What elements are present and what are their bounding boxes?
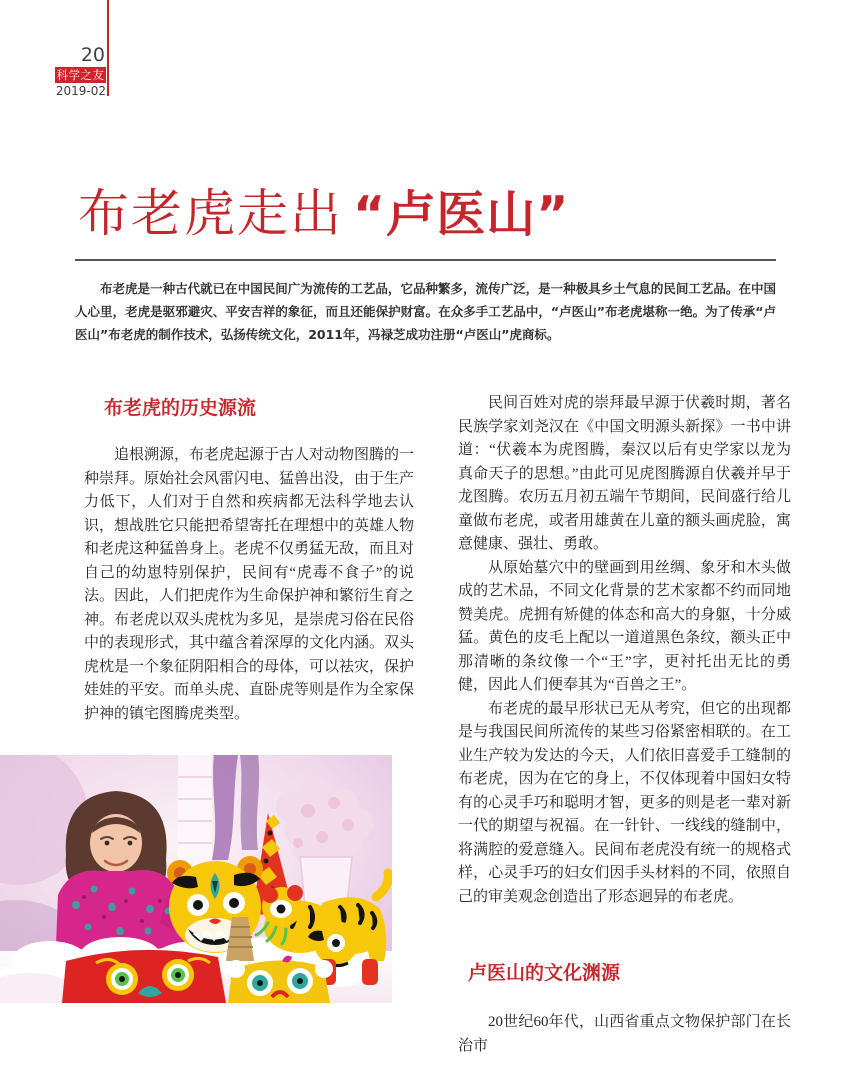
article-title-main: 布老虎走出 bbox=[78, 185, 344, 244]
title-divider-rule bbox=[75, 259, 776, 261]
paragraph-tiger-worship: 民间百姓对虎的崇拜最早源于伏羲时期，著名民族学家刘尧汉在《中国文明源头新探》一书中讲道：“伏羲本为虎图腾，秦汉以后有史学家以龙为真命天子的思想。”由此可见虎图腾源自伏羲并早于龙图腾。农历五月初五端午节期间，民间盛行给儿童做布老虎，或者用雄黄在儿童的额头画虎脸，寓意健康、强壮、勇敢。 bbox=[458, 395, 791, 552]
paragraph-luyishan-intro: 20世纪60年代，山西省重点文物保护部门在长治市 bbox=[458, 1014, 791, 1054]
section-heading-luyishan: 卢医山的文化渊源 bbox=[468, 962, 621, 984]
article-title bbox=[78, 172, 569, 246]
article-title-quoted: “卢医山” bbox=[353, 186, 570, 243]
paragraph-folk-custom: 布老虎的最早形状已无从考究，但它的出现都是与我国民间所流传的某些习俗紧密相联的。在工业生产较为发达的今天，人们依旧喜爱手工缝制的布老虎，因为在它的身上，不仅体现着中国妇女特有的心灵手巧和聪明才智，更多的则是老一辈对新一代的期望与祝福。在一针针、一线线的缝制中，将满腔的爱意缝入。民间布老虎没有统一的规格式样，心灵手巧的妇女们因手头材料的不同，依照自己的审美观念创造出了形态迥异的布老虎。 bbox=[458, 700, 791, 905]
left-column bbox=[84, 396, 414, 726]
right-column bbox=[458, 392, 791, 1058]
paragraph-history: 追根溯源，布老虎起源于古人对动物图腾的一种崇拜。原始社会风雷闪电、猛兽出没，由于生产力低下，人们对于自然和疾病都无法科学地去认识，想战胜它只能把希望寄托在理想中的英雄人物和老虎这种猛兽身上。老虎不仅勇猛无敌，而且对自己的幼崽特别保护，民间有“虎毒不食子”的说法。因此，人们把虎作为生命保护神和繁衍生育之神。布老虎以双头虎枕为多见，是崇虎习俗在民俗中的表现形式，其中蕴含着深厚的文化内涵。双头虎枕是一个象征阴阳相合的母体，可以祛灾，保护娃娃的平安。而单头虎、直卧虎等则是作为全家保护神的镇宅图腾虎类型。 bbox=[84, 447, 415, 722]
article-intro: 布老虎是一种古代就已在中国民间广为流传的工艺品，它品种繁多，流传广泛，是一种极具乡土气息的民间工艺品。在中国人心里，老虎是驱邪避灾、平安吉祥的象征，而且还能保护财富。在众多手工艺品中，“卢医山”布老虎堪称一绝。为了传承“卢医山”布老虎的制作技术，弘扬传统文化，2011年，冯禄芝成功注册“卢医山”虎商标。 bbox=[75, 281, 776, 342]
tiger-pillow-red bbox=[62, 950, 226, 1003]
issue-number: 2019-02 bbox=[55, 84, 106, 98]
page-number: 20 bbox=[80, 44, 105, 66]
article-photo bbox=[0, 755, 392, 1003]
paragraph-tiger-praise: 从原始墓穴中的壁画到用丝绸、象牙和木头做成的艺术品，不同文化背景的艺术家都不约而同地赞美虎。虎拥有矫健的体态和高大的身躯，十分威猛。黄色的皮毛上配以一道道黑色条纹，额头正中那清晰的条纹像一个“王”字，更衬托出无比的勇健，因此人们便奉其为“百兽之王”。 bbox=[458, 559, 791, 693]
masthead-rule bbox=[107, 0, 109, 96]
section-heading-history: 布老虎的历史源流 bbox=[104, 397, 257, 419]
pillow-eye-left bbox=[106, 963, 138, 995]
tiger-back-leg bbox=[362, 959, 378, 985]
magazine-name-badge: 科学之友 bbox=[56, 68, 105, 82]
photo-illustration bbox=[0, 755, 392, 1003]
pillow-eye-right bbox=[162, 959, 194, 991]
